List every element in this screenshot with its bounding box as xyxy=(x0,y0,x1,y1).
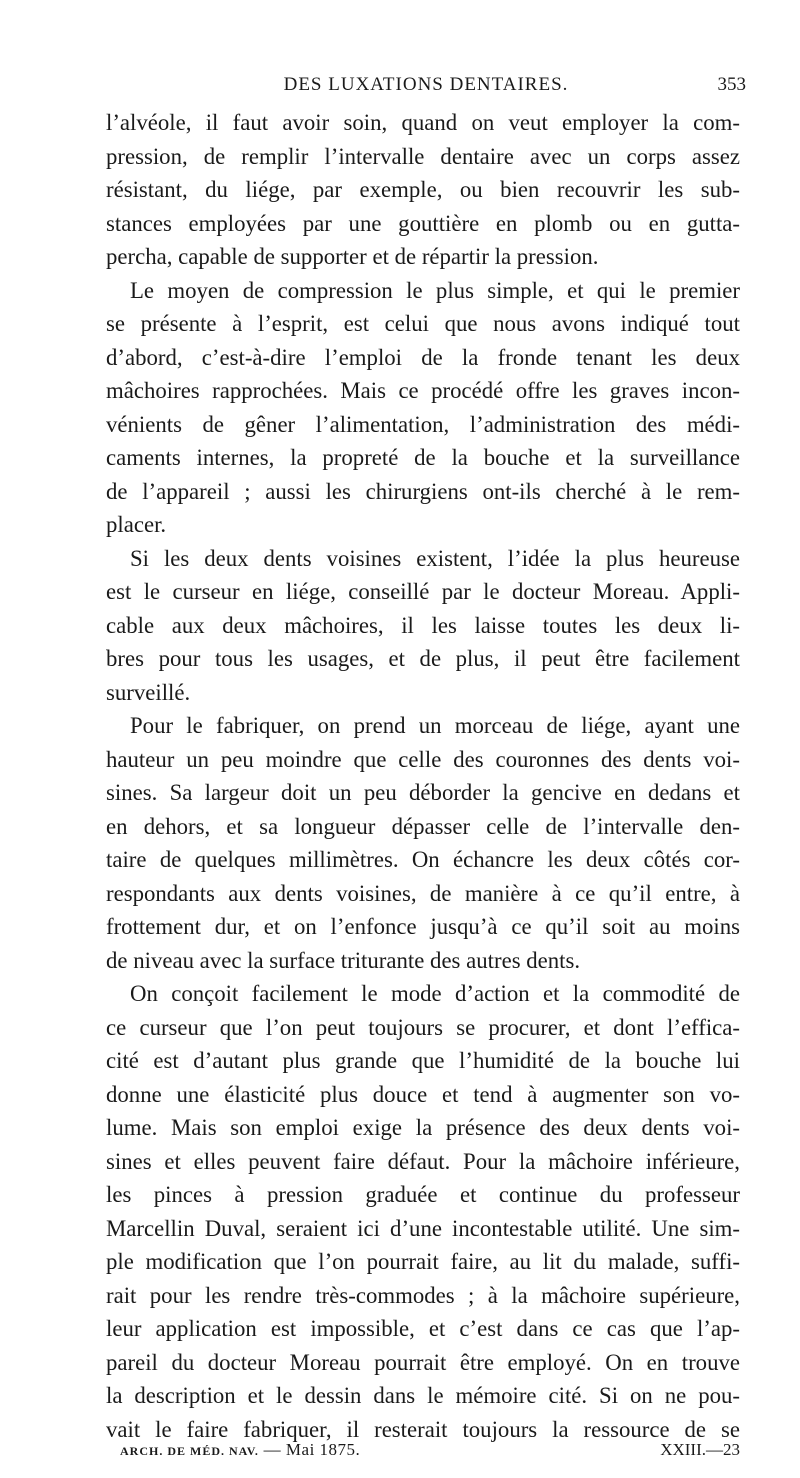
text-line: vénients de gêner l’alimentation, l’administration des médi- xyxy=(106,411,740,437)
signature-mark: XXIII.—23 xyxy=(660,1440,740,1459)
text-line: en dehors, et sa longueur dépasser celle de l’intervalle den- xyxy=(106,813,740,839)
issue-date: — Mai 1875. xyxy=(263,1440,361,1459)
text-line: Marcellin Duval, seraient ici d’une incontestable utilité. Une sim- xyxy=(106,1215,740,1241)
body-text xyxy=(106,106,740,1446)
text-line: surveillé. xyxy=(106,679,191,705)
text-line: d’abord, c’est-à-dire l’emploi de la fronde tenant les deux xyxy=(106,344,740,370)
text-line: ce curseur que l’on peut toujours se procurer, et dont l’effica- xyxy=(106,1014,740,1040)
footer-journal-line xyxy=(120,1437,360,1464)
text-line: Si les deux dents voisines existent, l’idée la plus heureuse xyxy=(130,545,740,571)
text-line: rait pour les rendre très-commodes ; à la mâchoire supérieure, xyxy=(106,1282,740,1308)
text-line: lume. Mais son emploi exige la présence des deux dents voi- xyxy=(106,1115,740,1140)
text-line: cité est d’autant plus grande que l’humidité de la bouche lui xyxy=(106,1048,740,1073)
text-line: placer. xyxy=(106,512,167,537)
page-footer xyxy=(106,1437,746,1463)
text-line: sines. Sa largeur doit un peu déborder la gencive en dedans et xyxy=(106,780,740,805)
running-head xyxy=(106,70,746,100)
text-line: est le curseur en liége, conseillé par le docteur Moreau. Appli- xyxy=(106,579,740,604)
text-line: la description et le dessin dans le mémoire cité. Si on ne pou- xyxy=(106,1383,740,1408)
text-line: respondants aux dents voisines, de manière à ce qu’il entre, à xyxy=(106,880,740,906)
text-line: se présente à l’esprit, est celui que nous avons indiqué tout xyxy=(106,311,740,336)
text-line: vait le faire fabriquer, il resterait toujours la ressource de se xyxy=(106,1416,740,1442)
text-line: l’alvéole, il faut avoir soin, quand on veut employer la com- xyxy=(106,110,740,135)
text-line: percha, capable de supporter et de répartir la pression. xyxy=(106,244,599,269)
text-line: les pinces à pression graduée et continue du professeur xyxy=(106,1182,740,1207)
text-line: caments internes, la propreté de la bouche et la surveillance xyxy=(106,445,740,470)
page-number: 353 xyxy=(717,74,746,95)
text-line: Le moyen de compression le plus simple, et qui le premier xyxy=(130,277,740,303)
text-line: frottement dur, et on l’enfonce jusqu’à ce qu’il soit au moins xyxy=(106,914,740,939)
text-line: On conçoit facilement le mode d’action et la commodité de xyxy=(130,981,740,1006)
text-line: hauteur un peu moindre que celle des couronnes des dents voi- xyxy=(106,746,740,772)
text-line: pression, de remplir l’intervalle dentaire avec un corps assez xyxy=(106,143,740,169)
text-line: leur application est impossible, et c’est dans ce cas que l’ap- xyxy=(106,1316,740,1341)
journal-name: ARCH. DE MÉD. NAV. xyxy=(120,1444,259,1458)
text-line: résistant, du liége, par exemple, ou bien recouvrir les sub- xyxy=(106,177,740,202)
text-line: Pour le fabriquer, on prend un morceau de liége, ayant une xyxy=(130,713,740,738)
text-line: de l’appareil ; aussi les chirurgiens ont-ils cherché à le rem- xyxy=(106,478,740,504)
text-line: sines et elles peuvent faire défaut. Pour la mâchoire inférieure, xyxy=(106,1148,740,1174)
text-line: de niveau avec la surface triturante des autres dents. xyxy=(106,947,581,973)
text-line: taire de quelques millimètres. On échancre les deux côtés cor- xyxy=(106,847,740,872)
text-line: cable aux deux mâchoires, il les laisse toutes les deux li- xyxy=(106,612,740,638)
page-title: DES LUXATIONS DENTAIRES. xyxy=(283,74,569,95)
text-line: pareil du docteur Moreau pourrait être employé. On en trouve xyxy=(106,1349,740,1375)
text-line: bres pour tous les usages, et de plus, il peut être facilement xyxy=(106,646,740,671)
text-line: mâchoires rapprochées. Mais ce procédé offre les graves incon- xyxy=(106,378,740,403)
text-line: ple modification que l’on pourrait faire, au lit du malade, suffi- xyxy=(106,1249,740,1274)
text-line: stances employées par une gouttière en plomb ou en gutta- xyxy=(106,210,740,236)
text-line: donne une élasticité plus douce et tend à augmenter son vo- xyxy=(106,1081,740,1107)
